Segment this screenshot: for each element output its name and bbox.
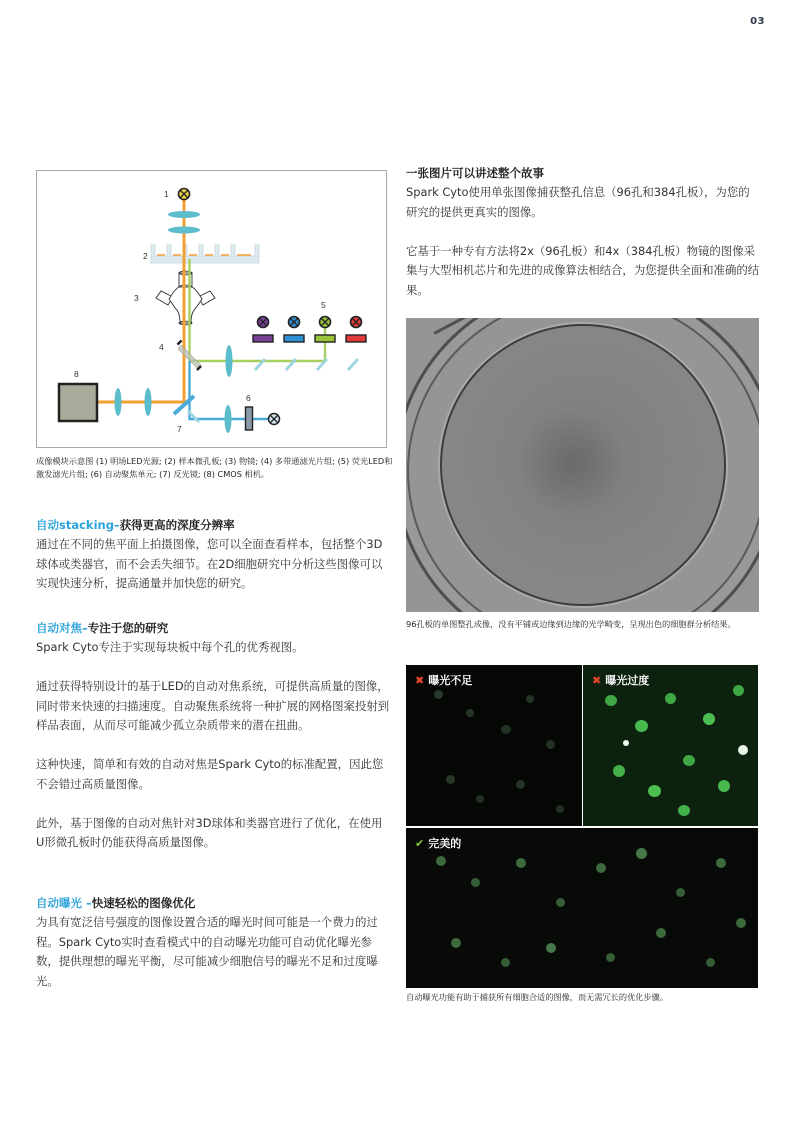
page-number: 03 <box>750 16 765 27</box>
section-heading: 自动对焦–专注于您的研究 <box>36 621 169 635</box>
diagram-label-1: 1 <box>164 189 169 199</box>
underexposed-image-panel <box>406 665 582 826</box>
section-auto-exposure <box>36 894 390 991</box>
whole-well-brightfield-image <box>406 318 759 612</box>
panel-label: ✖ 曝光过度 <box>592 674 650 687</box>
multiband-filter-icon <box>174 341 201 371</box>
section-one-image-story <box>406 164 760 300</box>
cross-icon: ✖ <box>415 674 425 687</box>
diagram-label-4: 4 <box>159 342 164 352</box>
section-autofocus <box>36 619 390 853</box>
brightfield-led-icon <box>179 189 190 200</box>
overexposed-image-panel <box>583 665 758 826</box>
section-body: 为具有宽泛信号强度的图像设置合适的曝光时间可能是一个费力的过程。Spark Cyto实时查看模式中的自动曝光功能可自动优化曝光参数，提供理想的曝光平衡，尽可能减少细胞信号的曝光不足和过度曝光。 <box>36 915 378 988</box>
panel-label: ✖ 曝光不足 <box>415 674 473 687</box>
cmos-camera-icon <box>59 384 97 421</box>
section-body: 通过在不同的焦平面上拍摄图像，您可以全面查看样本，包括整个3D球体或类器官，而不会丢失细节。在2D细胞研究中分析这些图像可以实现快速分析，提高通量并加快您的研究。 <box>36 537 383 590</box>
diagram-label-3: 3 <box>134 293 139 303</box>
section-auto-stacking <box>36 516 390 594</box>
optical-path-schematic <box>37 171 388 449</box>
fluorescence-led-icons <box>258 317 362 328</box>
autofocus-led-icon <box>269 414 280 425</box>
exposure-images-caption: 自动曝光功能有助于捕获所有细胞合适的图像，而无需冗长的优化步骤。 <box>406 992 669 1002</box>
section-heading: 自动stacking–获得更高的深度分辨率 <box>36 518 235 532</box>
diagram-caption: 成像模块示意图 (1) 明场LED光源; (2) 样本微孔板; (3) 物镜; (4) 多带通滤光片组; (5) 荧光LED和激发滤光片组; (6) 自动聚焦单元; (7) 反光镜; (8) CMOS 相机。 <box>36 456 393 479</box>
well-image-caption: 96孔板的单图整孔成像，没有平铺或边缘到边缘的光学畸变，呈现出色的细胞群分析结果。 <box>406 619 736 629</box>
excitation-filter-icons <box>253 335 366 342</box>
diagram-label-8: 8 <box>74 369 79 379</box>
diagram-label-6: 6 <box>246 393 251 403</box>
section-heading: 自动曝光 –快速轻松的图像优化 <box>36 896 196 910</box>
imaging-module-diagram <box>36 170 387 448</box>
section-heading: 一张图片可以讲述整个故事 <box>406 166 544 180</box>
diagram-label-2: 2 <box>143 251 148 261</box>
perfect-exposure-image-panel <box>406 828 758 988</box>
diagram-label-5: 5 <box>321 300 326 310</box>
check-icon: ✔ <box>415 837 425 850</box>
panel-label: ✔ 完美的 <box>415 837 462 850</box>
autofocus-unit-icon <box>246 407 253 430</box>
microplate-icon <box>151 245 259 263</box>
diagram-label-7: 7 <box>177 424 182 434</box>
cross-icon: ✖ <box>592 674 602 687</box>
section-body: Spark Cyto使用单张图像捕获整孔信息（96孔和384孔板），为您的研究的提供更真实的图像。 它基于一种专有方法将2x（96孔板）和4x（384孔板）物镜的图像采集与大型相机芯片和先进的成像算法相结合，为您提供全面和准确的结果。 <box>406 185 760 297</box>
section-body: Spark Cyto专注于实现每块板中每个孔的优秀视图。 通过获得特别设计的基于LED的自动对焦系统，可提供高质量的图像，同时带来快速的扫描速度。自动聚焦系统将一种扩展的网格图案投射到样品表面，从而尽可能减少孤立杂质带来的潜在扭曲。 这种快速，简单和有效的自动对焦是Spark Cyto的标准配置，因此您不会错过高质量图像。 此外，基于图像的自动对焦针对3D球体和类器官进行了优化，在使用U形微孔板时仍能获得高质量图像。 <box>36 640 390 849</box>
